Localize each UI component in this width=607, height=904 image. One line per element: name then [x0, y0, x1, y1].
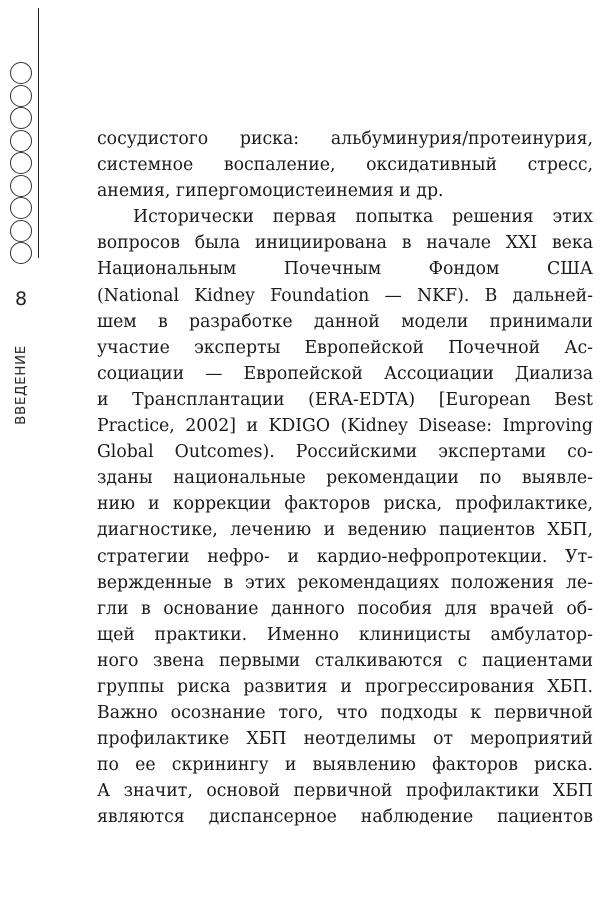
text-line: вержденные в этих рекомендациях положения ле-: [97, 572, 593, 593]
text-line: Practice, 2002] и KDIGO (Kidney Disease: Improving: [97, 416, 593, 437]
circle-ornament-icon: [10, 197, 32, 219]
margin-rule: [38, 8, 39, 258]
circle-ornament-icon: [10, 107, 32, 129]
text-line: и Трансплантации (ERA-EDTA) [European Best: [97, 389, 593, 410]
text-line: шем в разработке данной модели принимали: [97, 311, 593, 332]
circle-ornament-icon: [10, 242, 32, 264]
text-line: являются диспансерное наблюдение пациентов: [97, 807, 593, 828]
text-line: участие эксперты Европейской Почечной Ас-: [97, 337, 593, 358]
text-line: Исторически первая попытка решения этих: [133, 207, 593, 228]
circle-ornament-icon: [10, 130, 32, 152]
text-line: вопросов была инициирована в начале XXI века: [97, 233, 593, 254]
circle-ornament-icon: [10, 85, 32, 107]
text-line: профилактике ХБП неотделимы от мероприятий: [97, 729, 593, 750]
circle-ornament-icon: [10, 62, 32, 84]
text-line: А значит, основой первичной профилактики ХБП: [97, 781, 593, 802]
text-line: Национальным Почечным Фондом США: [97, 259, 593, 280]
circle-ornament-icon: [10, 175, 32, 197]
text-line: стратегии нефро- и кардио-нефропротекции. Ут-: [97, 546, 593, 567]
circle-ornament-icon: [10, 220, 32, 242]
text-line: по ее скринингу и выявлению факторов риска.: [97, 755, 593, 776]
text-line: ного звена первыми сталкиваются с пациентами: [97, 650, 593, 671]
text-line: диагностике, лечению и ведению пациентов ХБП,: [97, 520, 593, 541]
text-line: Важно осознание того, что подходы к первичной: [97, 703, 593, 724]
text-line: анемия, гипергомоцистеинемия и др.: [97, 181, 444, 202]
body-text: [97, 126, 593, 831]
text-line: Global Outcomes). Российскими экспертами со-: [97, 442, 593, 463]
text-line: щей практики. Именно клиницисты амбулатор-: [97, 624, 593, 645]
decorative-circles: [8, 62, 34, 265]
text-line: (National Kidney Foundation — NKF). В дальней-: [97, 285, 593, 306]
page-number: 8: [14, 288, 28, 310]
text-line: гли в основание данного пособия для врачей об-: [97, 598, 593, 619]
text-line: сосудистого риска: альбуминурия/протеинурия,: [97, 129, 593, 149]
circle-ornament-icon: [10, 152, 32, 174]
text-line: нию и коррекции факторов риска, профилактике,: [97, 494, 593, 515]
text-line: зданы национальные рекомендации по выявле-: [97, 468, 593, 489]
text-line: социации — Европейской Ассоциации Диализа: [97, 363, 593, 384]
text-line: группы риска развития и прогрессирования ХБП.: [97, 676, 593, 697]
section-label: ВВЕДЕНИЕ: [13, 345, 29, 425]
text-line: системное воспаление, оксидативный стресс,: [97, 155, 593, 176]
